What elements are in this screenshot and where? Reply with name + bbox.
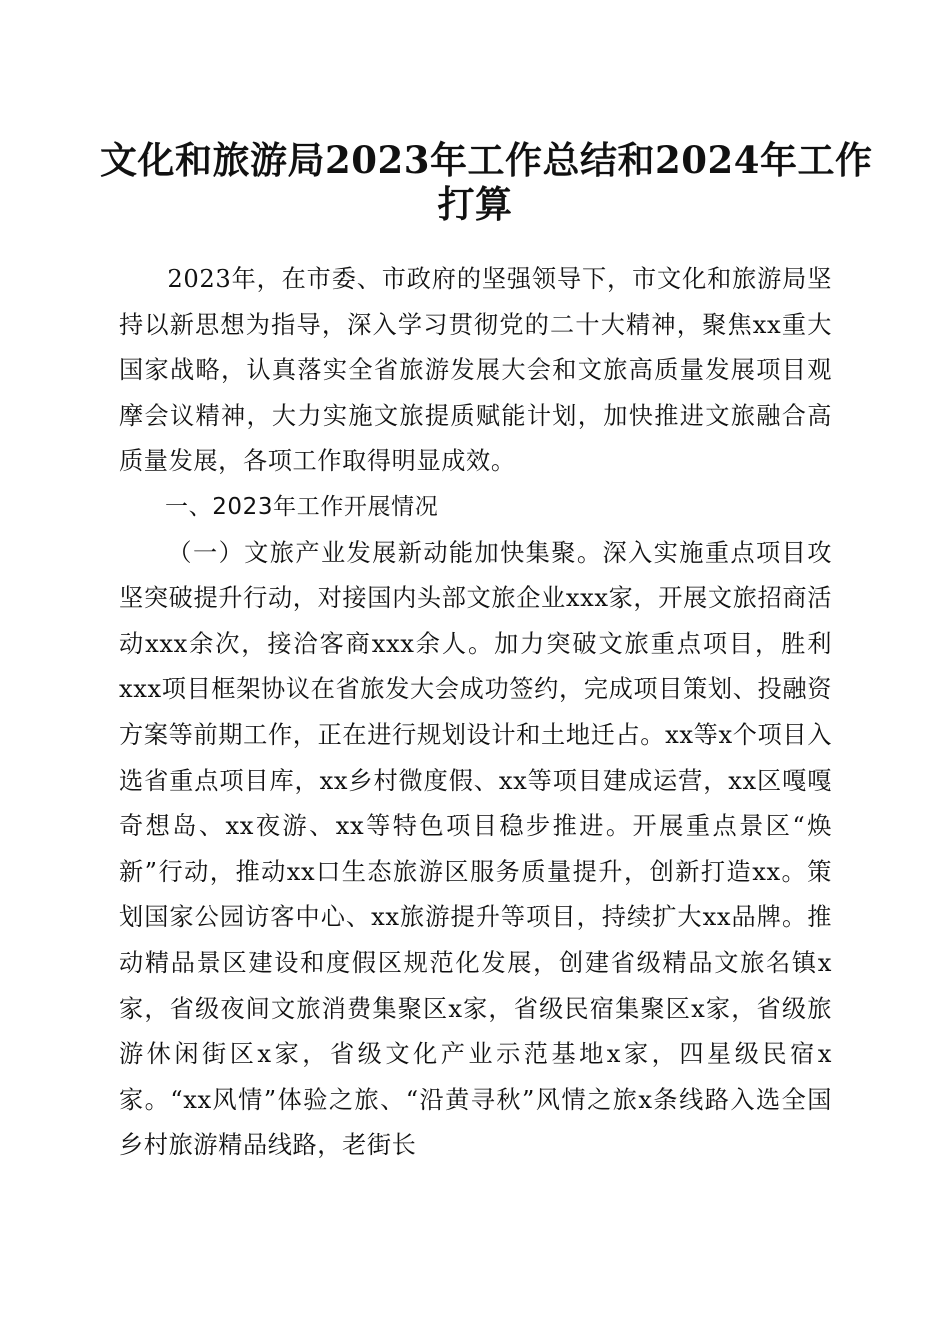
title-line-2: 打算 [437,182,513,226]
section-heading: 一、2023年工作开展情况 [165,493,439,520]
subsection-heading: （一）文旅产业发展新动能加快集聚。 [167,538,603,567]
intro-paragraph: 2023年，在市委、市政府的坚强领导下，市文化和旅游局坚持以新思想为指导，深入学习贯彻党的二十大精神，聚焦xx重大国家战略，认真落实全省旅游发展大会和文旅高质量发展项目观摩会议精神，大力实施文旅提质赋能计划，加快推进文旅融合高质量发展，各项工作取得明显成效。 [119,265,832,476]
title-line-1: 文化和旅游局2023年工作总结和2024年工作 [100,138,873,182]
subsection-paragraph [119,531,832,1169]
subsection-body: 深入实施重点项目攻坚突破提升行动，对接国内头部文旅企业xxx家，开展文旅招商活动xxx余次，接洽客商xxx余人。加力突破文旅重点项目，胜利xxx项目框架协议在省旅发大会成功签约，完成项目策划、投融资方案等前期工作，正在进行规划设计和土地迁占。xx等x个项目入选省重点项目库，xx乡村微度假、xx等项目建成运营，xx区嘎嘎奇想岛、xx夜游、xx等特色项目稳步推进。开展重点景区“焕新”行动，推动xx口生态旅游区服务质量提升，创新打造xx。策划国家公园访客中心、xx旅游提升等项目，持续扩大xx品牌。推动精品景区建设和度假区规范化发展，创建省级精品文旅名镇x家，省级夜间文旅消费集聚区x家，省级民宿集聚区x家，省级旅游休闲街区x家，省级文化产业示范基地x家，四星级民宿x家。“xx风情”体验之旅、“沿黄寻秋”风情之旅x条线路入选全国乡村旅游精品线路，老街长 [119,538,832,1160]
document-body [119,257,832,1169]
document-title [100,138,873,226]
